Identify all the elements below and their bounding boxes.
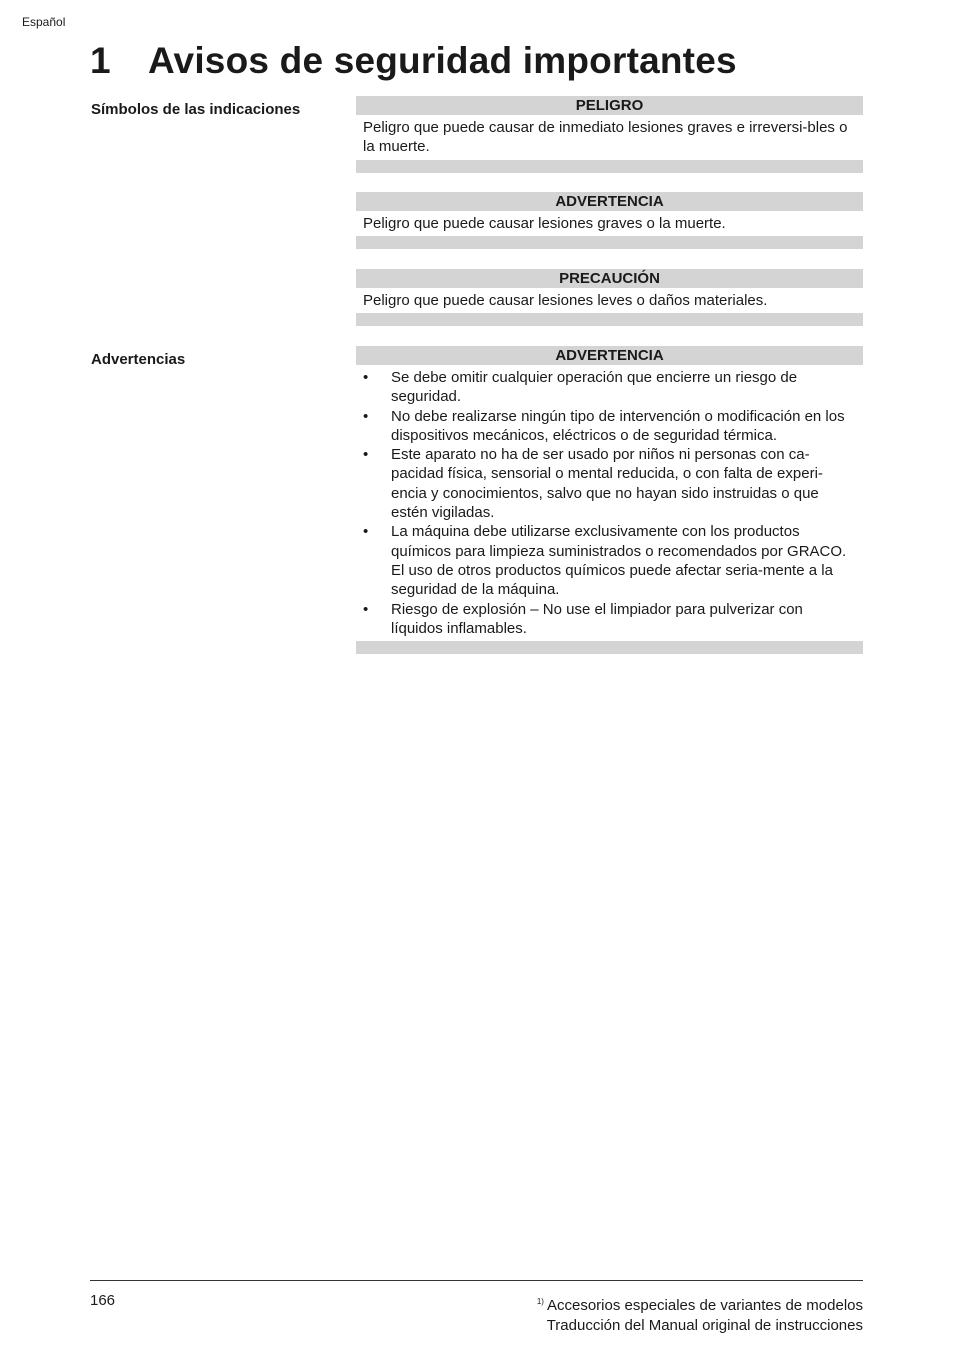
list-item-text: Se debe omitir cualquier operación que encierre un riesgo de seguridad. bbox=[391, 369, 798, 406]
list-item bbox=[356, 368, 855, 407]
bullet-icon: • bbox=[363, 446, 369, 464]
chapter-title bbox=[90, 40, 737, 82]
caution-notice-box bbox=[356, 269, 863, 326]
caution-heading: PRECAUCIÓN bbox=[356, 269, 863, 288]
section-label-warnings: Advertencias bbox=[91, 351, 186, 368]
footer-line-1-text: Accesorios especiales de variantes de modelos bbox=[546, 1297, 863, 1314]
box-footer-bar bbox=[356, 313, 863, 326]
bullet-icon: • bbox=[363, 600, 369, 618]
bullet-icon: • bbox=[363, 407, 369, 425]
footer-line-2: Traducción del Manual original de instrucciones bbox=[546, 1317, 863, 1334]
list-item-text: No debe realizarse ningún tipo de intervención o modificación en los dispositivos mecánicos, eléctricos o de seguridad térmica. bbox=[391, 407, 845, 444]
bullet-icon: • bbox=[363, 369, 369, 386]
box-footer-bar bbox=[356, 160, 863, 173]
box-footer-bar bbox=[356, 641, 863, 654]
danger-heading: PELIGRO bbox=[356, 96, 863, 115]
page-number: 166 bbox=[90, 1292, 116, 1309]
box-footer-bar bbox=[356, 236, 863, 249]
language-label: Español bbox=[22, 15, 66, 29]
warnings-box bbox=[356, 346, 863, 654]
bullet-icon: • bbox=[363, 523, 369, 541]
list-item-text: Este aparato no ha de ser usado por niños ni personas con ca-pacidad física, sensorial o mental reducida, o con falta de experi-encia y conocimientos, salvo que no hayan sido instruidas o que estén vigiladas. bbox=[391, 446, 823, 522]
section-label-symbols: Símbolos de las indicaciones bbox=[91, 101, 301, 118]
caution-text: Peligro que puede causar lesiones leves o daños materiales. bbox=[363, 292, 768, 309]
list-item-text: La máquina debe utilizarse exclusivamente con los productos químicos para limpieza suministrados o recomendados por GRACO. El uso de otros productos químicos puede afectar seria-mente a la seguridad de la máquina. bbox=[391, 523, 847, 599]
warning-notice-box bbox=[356, 192, 863, 249]
danger-text: Peligro que puede causar de inmediato lesiones graves e irreversi-bles o la muerte. bbox=[363, 119, 848, 156]
danger-notice-box bbox=[356, 96, 863, 173]
footer-line-1 bbox=[537, 1292, 863, 1316]
list-item bbox=[356, 600, 855, 639]
footer-divider bbox=[90, 1280, 863, 1281]
list-item bbox=[356, 407, 855, 446]
warning-heading: ADVERTENCIA bbox=[356, 192, 863, 211]
list-item bbox=[356, 522, 855, 599]
chapter-title-text: Avisos de seguridad importantes bbox=[148, 40, 737, 81]
warnings-list bbox=[356, 365, 863, 641]
list-item bbox=[356, 445, 855, 522]
list-item-text: Riesgo de explosión – No use el limpiador para pulverizar con líquidos inflamables. bbox=[391, 600, 803, 637]
warnings-heading: ADVERTENCIA bbox=[356, 346, 863, 365]
footnote-marker: 1) bbox=[536, 1297, 544, 1306]
chapter-number: 1 bbox=[90, 40, 111, 81]
footer-notes bbox=[537, 1292, 863, 1336]
warning-text: Peligro que puede causar lesiones graves o la muerte. bbox=[363, 215, 726, 232]
